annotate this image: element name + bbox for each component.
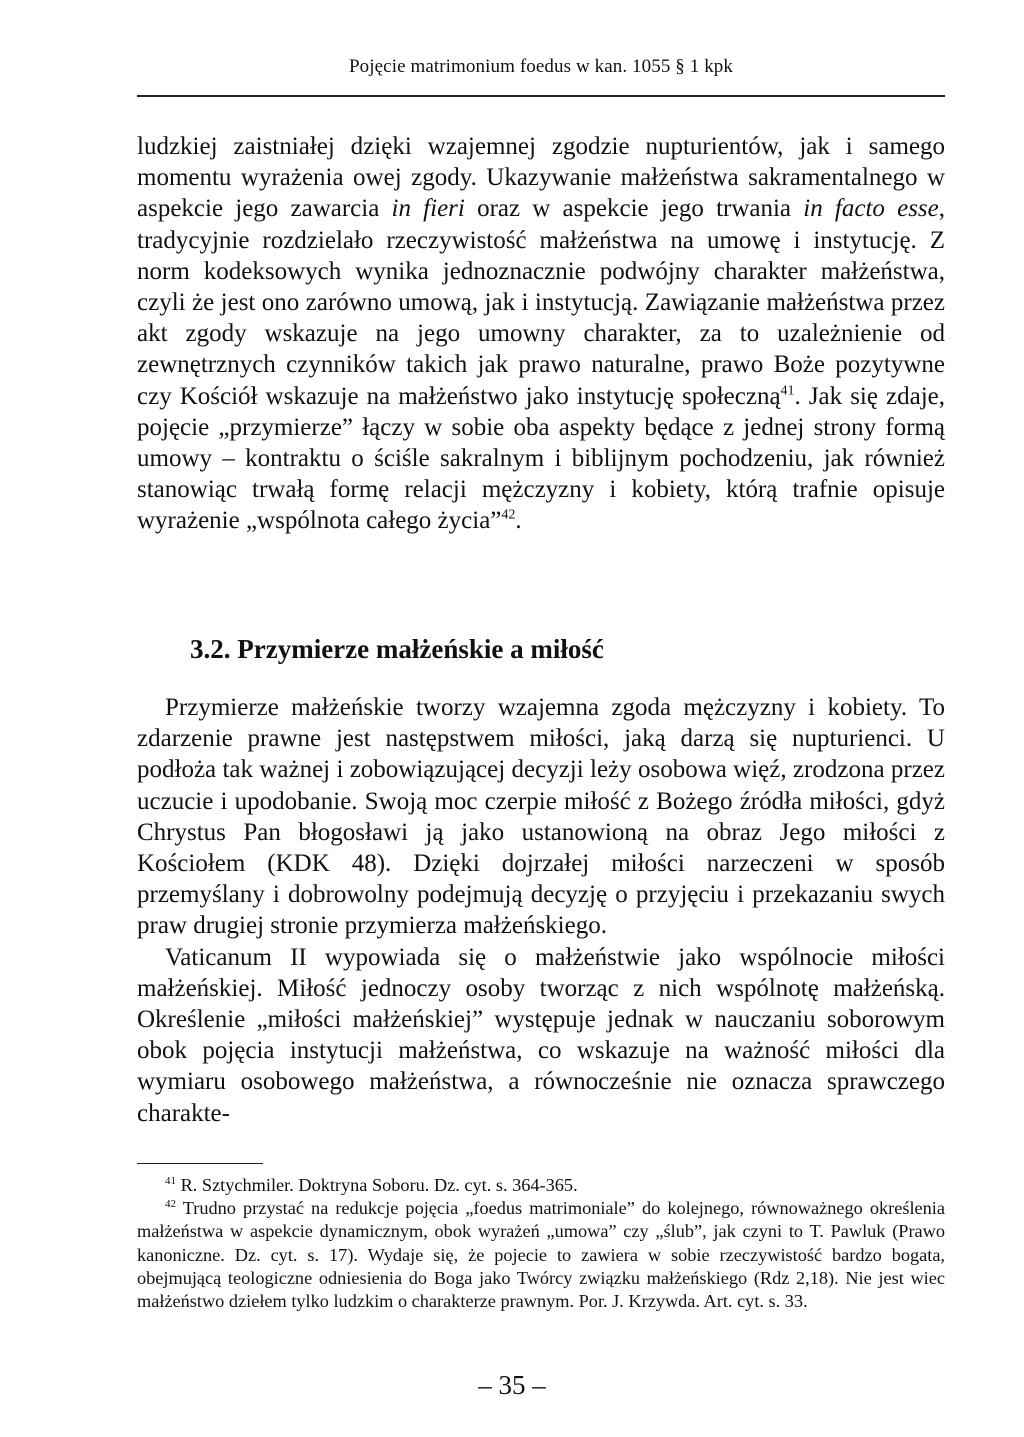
footnote-number: 42 [165, 1198, 176, 1211]
section-body [137, 692, 945, 1129]
paragraph: Vaticanum II wypowiada się o małżeństwie jako wspólnocie miłości małżeńskiej. Miłość jednoczy osoby tworząc z nich wspólnotę małżeńską. Określenie „miłości małżeńskiej” występuje jednak w nauczaniu soborowym obok pojęcia instytucji małżeństwa, co wskazuje na ważność miłości dla wymiaru osobowego małżeństwa, a równocześnie nie oznacza sprawczego charakte- [137, 943, 945, 1127]
footnote-ref-41[interactable]: 41 [780, 383, 795, 399]
footnote-ref-42[interactable]: 42 [501, 508, 516, 524]
body-paragraph-continued [137, 131, 945, 537]
section-heading: 3.2. Przymierze małżeńskie a miłość [190, 634, 604, 664]
paragraph [137, 131, 945, 537]
footnote-text: Trudno przystać na redukcje pojęcia „foedus matrimoniale” do kolejnego, równoważnego określenia małżeństwa w aspekcie dynamicznym, obok wyrażeń „umowa” czy „ślub”, jak czyni to T. Pawluk (Prawo kanoniczne. Dz. cyt. s. 17). Wydaje się, że pojecie to zawiera w sobie rzeczywistość bardzo bogata, obejmującą teologiczne odniesienia do Boga jako Twórcy związku małżeńskiego (Rdz 2,18). Nie jest wiec małżeństwo dziełem tylko ludzkim o charakterze prawnym. Por. J. Krzywda. Art. cyt. s. 33. [137, 1198, 945, 1312]
footnote-42 [137, 1197, 945, 1313]
footnote-41 [137, 1174, 945, 1197]
paragraph: Przymierze małżeńskie tworzy wzajemna zgoda mężczyzny i kobiety. To zdarzenie prawne jest następstwem miłości, jaką darzą się nupturienci. U podłoża tak ważnej i zobowiązującej decyzji leży osobowa więź, zrodzona przez uczucie i upodobanie. Swoją moc czerpie miłość z Bożego źródła miłości, gdyż Chrystus Pan błogosławi ją jako ustanowioną na obraz Jego miłości z Kościołem (KDK 48). Dzięki dojrzałej miłości narzeczeni w sposób przemyślany i dobrowolny podejmują decyzję o przyjęciu i przekazaniu swych praw drugiej stronie przymierza małżeńskiego. [137, 694, 945, 940]
footnote-number: 41 [165, 1174, 176, 1187]
text-run: . [515, 507, 522, 535]
italic-term-in-fieri: in fieri [391, 195, 465, 223]
text-run: , tradycyjnie rozdzielało rzeczywistość małżeństwa na umowę i instytucję. Z norm kodeksowych wynika jednoznacznie podwójny charakter małżeństwa, czyli że jest ono zarówno umową, jak i instytucją. Zawiązanie małżeństwa przez akt zgody wskazuje na jego umowny charakter, za to uzależnienie od zewnętrznych czynników takich jak prawo naturalne, prawo Boże pozytywne czy Kościół wskazuje na małżeństwo jako instytucję społeczną [137, 195, 945, 410]
text-run: . Jak się zdaje, pojęcie „przymierze” łączy w sobie oba aspekty będące z jednej strony formą umowy – kontraktu o ściśle sakralnym i biblijnym pochodzeniu, jak również stanowiąc trwałą formę relacji mężczyzny i kobiety, którą trafnie opisuje wyrażenie „wspólnota całego życia” [137, 382, 945, 535]
footnote-rule [137, 1163, 263, 1164]
running-head: Pojęcie matrimonium foedus w kan. 1055 § 1 kpk [348, 56, 733, 77]
header-rule [137, 95, 945, 97]
italic-term-in-facto-esse: in facto esse [803, 195, 939, 223]
footnotes [137, 1174, 945, 1313]
page-number: – 35 – [478, 1370, 546, 1400]
text-run: ludzkiej zaistniałej dzięki wzajemnej zgodzie nupturientów, jak i samego momentu wyrażenia owej zgody. Ukazywanie małżeństwa sakramentalnego w aspekcie jego zawarcia [137, 133, 945, 223]
text-run: oraz w aspekcie jego trwania [464, 195, 804, 223]
footnote-text: R. Sztychmiler. Doktryna Soboru. Dz. cyt. s. 364-365. [176, 1175, 578, 1195]
